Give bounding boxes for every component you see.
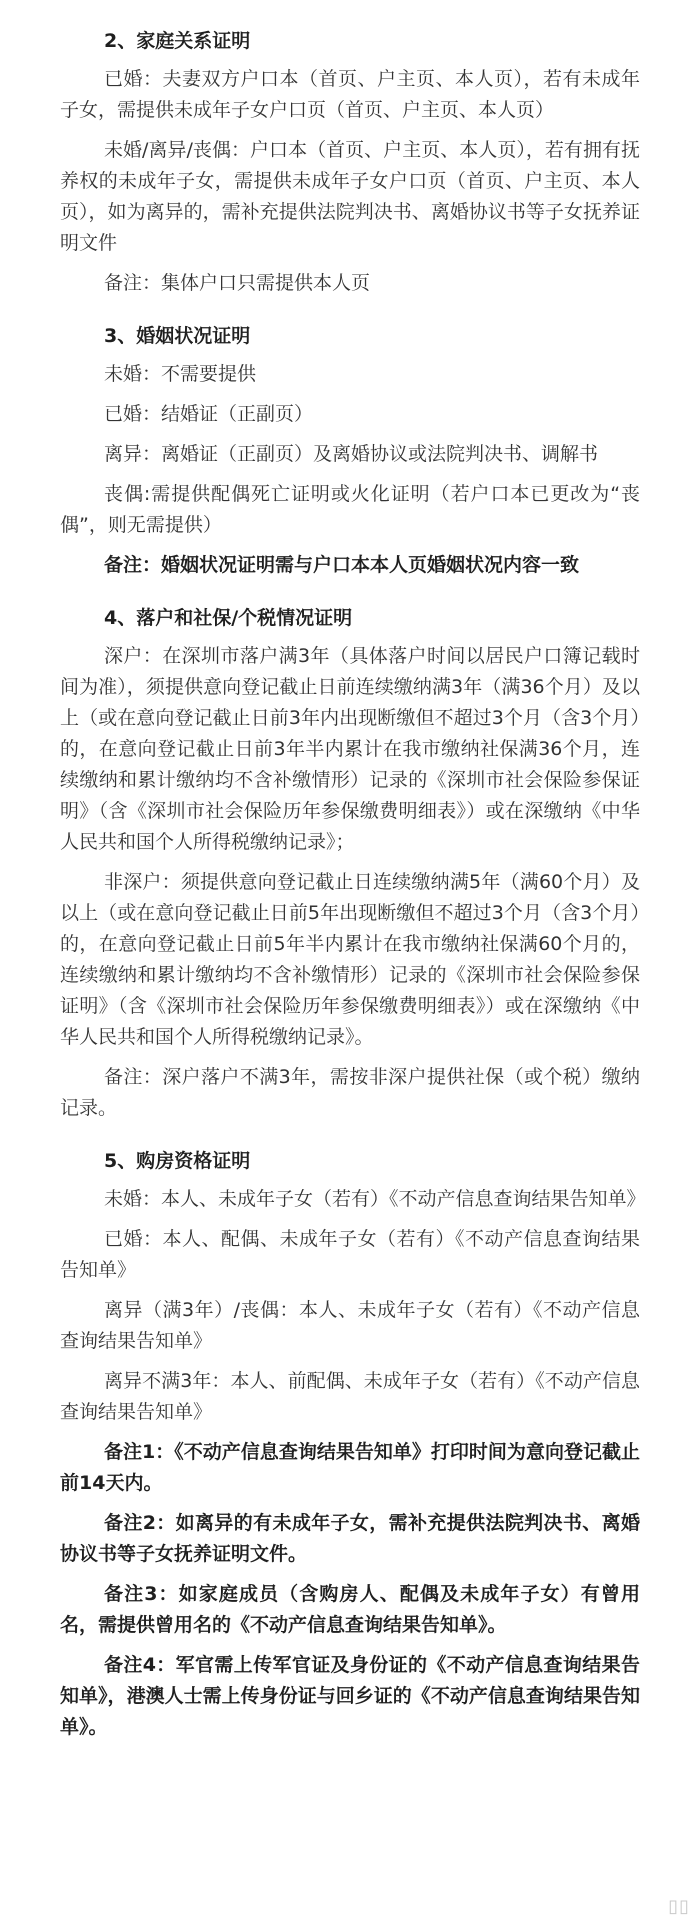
paragraph: 未婚：不需要提供 <box>104 363 257 385</box>
section-heading: 5、购房资格证明 <box>104 1150 251 1172</box>
note-paragraph: 备注：婚姻状况证明需与户口本本人页婚姻状况内容一致 <box>104 554 580 576</box>
paragraph: 离异不满3年：本人、前配偶、未成年子女（若有）《不动产信息查询结果告知单》 <box>60 1370 640 1423</box>
paragraph: 已婚：结婚证（正副页） <box>104 403 314 425</box>
note-paragraph: 备注1：《不动产信息查询结果告知单》打印时间为意向登记截止前14天内。 <box>60 1441 640 1494</box>
paragraph: 离异：离婚证（正副页）及离婚协议或法院判决书、调解书 <box>104 443 599 465</box>
paragraph: 已婚：夫妻双方户口本（首页、户主页、本人页），若有未成年子女，需提供未成年子女户口页（首页、户主页、本人页） <box>60 68 640 121</box>
watermark-logo: ▯▯ <box>668 1896 690 1917</box>
paragraph: 丧偶:需提供配偶死亡证明或火化证明（若户口本已更改为“丧偶”，则无需提供） <box>60 483 640 536</box>
note-paragraph: 备注4：军官需上传军官证及身份证的《不动产信息查询结果告知单》，港澳人士需上传身份证与回乡证的《不动产信息查询结果告知单》。 <box>60 1654 640 1738</box>
section-heading: 2、家庭关系证明 <box>104 30 251 52</box>
paragraph: 离异（满3年）/丧偶：本人、未成年子女（若有）《不动产信息查询结果告知单》 <box>60 1299 640 1352</box>
paragraph: 深户：在深圳市落户满3年（具体落户时间以居民户口簿记载时间为准），须提供意向登记截止日前连续缴纳满3年（满36个月）及以上（或在意向登记截止日前3年内出现断缴但不超过3个月（含3个月）的，在意向登记截止日前3年半内累计在我市缴纳社保满36个月，连续缴纳和累计缴纳均不含补缴情形）记录的《深圳市社会保险参保证明》（含《深圳市社会保险历年参保缴费明细表》）或在深缴纳《中华人民共和国个人所得税缴纳记录》； <box>60 645 640 853</box>
section-family-relation <box>60 24 640 299</box>
note-paragraph: 备注2：如离异的有未成年子女，需补充提供法院判决书、离婚协议书等子女抚养证明文件。 <box>60 1512 640 1565</box>
section-marital-status <box>60 319 640 581</box>
section-heading: 3、婚姻状况证明 <box>104 325 251 347</box>
section-heading: 4、落户和社保/个税情况证明 <box>104 607 353 629</box>
paragraph: 备注：深户落户不满3年，需按非深户提供社保（或个税）缴纳记录。 <box>60 1066 640 1119</box>
section-residency-social-security <box>60 601 640 1124</box>
section-purchase-eligibility <box>60 1144 646 1743</box>
paragraph: 已婚：本人、配偶、未成年子女（若有）《不动产信息查询结果告知单》 <box>60 1228 640 1281</box>
note-paragraph: 备注3：如家庭成员（含购房人、配偶及未成年子女）有曾用名，需提供曾用名的《不动产信息查询结果告知单》。 <box>60 1583 640 1636</box>
paragraph: 备注：集体户口只需提供本人页 <box>104 272 371 294</box>
paragraph: 非深户：须提供意向登记截止日连续缴纳满5年（满60个月）及以上（或在意向登记截止日前5年出现断缴但不超过3个月（含3个月）的，在意向登记截止日前5年半内累计在我市缴纳社保满60个月的，连续缴纳和累计缴纳均不含补缴情形）记录的《深圳市社会保险参保证明》（含《深圳市社会保险历年参保缴费明细表》）或在深缴纳《中华人民共和国个人所得税缴纳记录》。 <box>60 871 640 1048</box>
paragraph: 未婚：本人、未成年子女（若有）《不动产信息查询结果告知单》 <box>104 1188 646 1210</box>
paragraph: 未婚/离异/丧偶：户口本（首页、户主页、本人页），若有拥有抚养权的未成年子女，需提供未成年子女户口页（首页、户主页、本人页），如为离异的，需补充提供法院判决书、离婚协议书等子女抚养证明文件 <box>60 139 640 254</box>
